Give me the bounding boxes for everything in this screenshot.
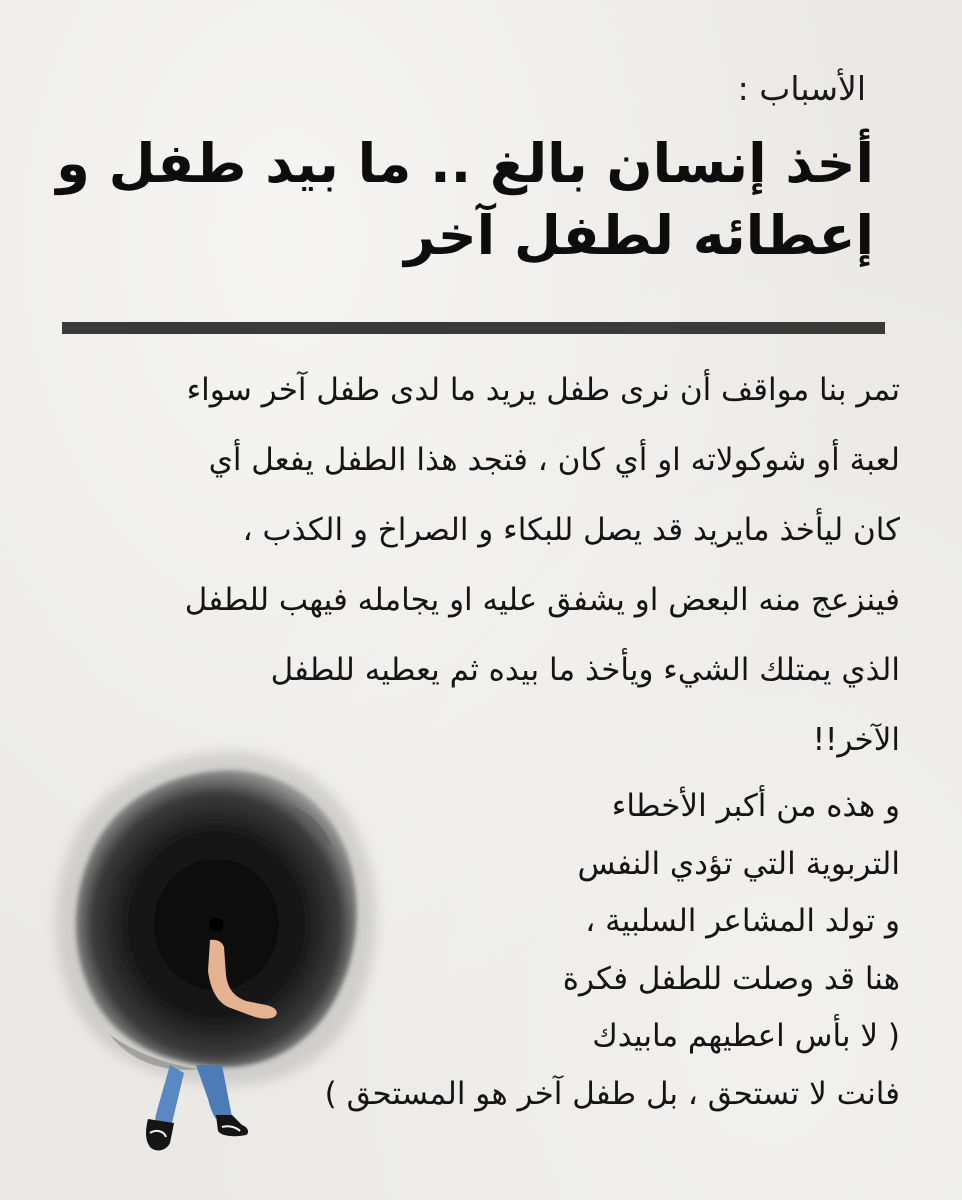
paragraph-line: لعبة أو شوكولاته او أي كان ، فتجد هذا الطفل يفعل أي <box>208 442 900 478</box>
paragraph-line: كان ليأخذ مايريد قد يصل للبكاء و الصراخ و الكذب ، <box>242 512 900 548</box>
post-title-line: إعطائه لطفل آخر <box>404 204 874 268</box>
closing-line: هنا قد وصلت للطفل فكرة <box>562 960 900 997</box>
paragraph-line: تمر بنا مواقف أن نرى طفل يريد ما لدى طفل آخر سواء <box>186 372 900 408</box>
closing-line: و تولد المشاعر السلبية ، <box>585 903 900 939</box>
paragraph-line: الذي يمتلك الشيء ويأخذ ما بيده ثم يعطيه للطفل <box>270 652 900 688</box>
ink-cloud-child-illustration <box>40 735 390 1155</box>
title-divider <box>62 322 885 334</box>
post-title <box>54 128 874 273</box>
closing-line: ( لا بأس اعطيهم مابيدك <box>592 1018 900 1054</box>
paragraph-line: الآخر!! <box>812 722 900 758</box>
closing-line: فانت لا تستحق ، بل طفل آخر هو المستحق ) <box>324 1075 900 1112</box>
body-paragraph <box>100 370 900 790</box>
section-label: الأسباب : <box>737 69 866 108</box>
closing-line: و هذه من أكبر الأخطاء <box>611 788 900 824</box>
paragraph-line: فينزعج منه البعض او يشفق عليه او يجامله فيهب للطفل <box>184 582 900 618</box>
post-title-line: أخذ إنسان بالغ .. ما بيد طفل و <box>56 132 874 195</box>
shoe-right <box>216 1115 248 1136</box>
shoe-left <box>146 1119 174 1150</box>
closing-line: التربوية التي تؤدي النفس <box>577 845 900 882</box>
ink-cloud <box>56 752 376 1085</box>
